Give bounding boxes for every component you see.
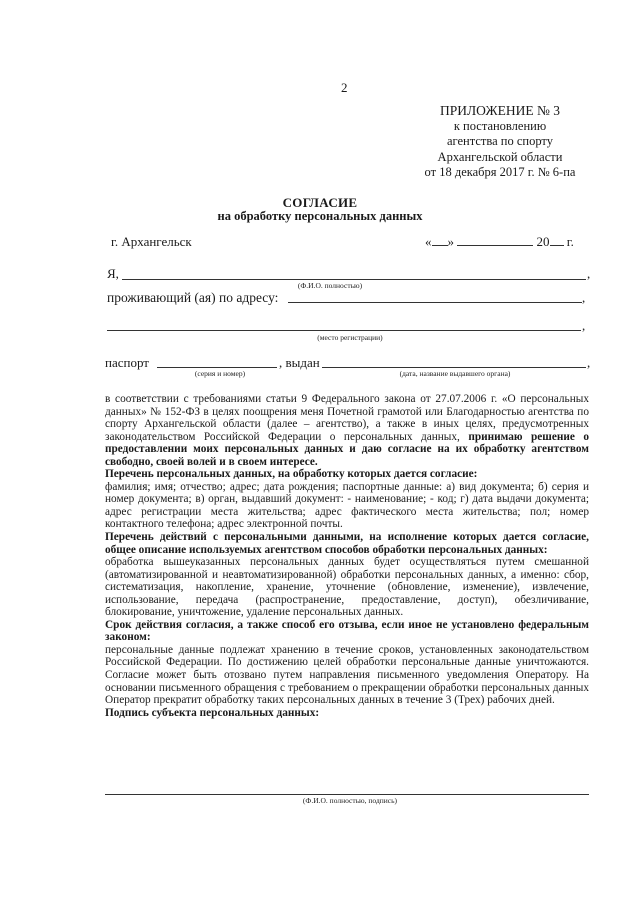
year-suffix: г. [566, 234, 574, 249]
document-subtitle: на обработку персональных данных [217, 209, 423, 223]
issued-label: , выдан [279, 355, 320, 370]
year-prefix: 20 [536, 234, 550, 249]
heading-validity: Срок действия согласия, а также способ его отзыва, если иное не установлено федеральным законом: [105, 618, 589, 644]
passport-caption: (серия и номер) [194, 369, 246, 378]
address-comma-2: , [582, 318, 586, 333]
i-label: Я, [107, 266, 119, 281]
heading-signature: Подпись субъекта персональных данных: [105, 706, 320, 719]
address-field[interactable] [288, 302, 582, 303]
quote-close: » [447, 234, 454, 249]
document-title: СОГЛАСИЕ [282, 195, 358, 210]
month-blank[interactable] [457, 234, 533, 246]
issued-comma: , [587, 355, 591, 370]
address-comma: , [582, 290, 586, 305]
heading-actions: Перечень действий с персональными данными, на исполнение которых дается согласие, общее описание используемых агентством способов обработки персональных данных: [105, 531, 589, 556]
heading-data-list: Перечень персональных данных, на обработку которых дается согласие: [105, 468, 478, 481]
appendix-line: к постановлению [453, 118, 547, 133]
day-blank[interactable] [432, 234, 448, 246]
issued-caption: (дата, название выдавшего органа) [399, 369, 511, 378]
purpose-text: в соответствии с требованиями статьи 9 Федерального закона от 27.07.2006 г. «О персональных данных» № 152-ФЗ в целях поощрения меня Почетной грамотой или Благодарностью агентства по спорту Архангельской области (далее – агентство), а также в иных целях, предусмотренных законодательством Российской Федерации о персональных данных, [105, 393, 589, 443]
fio-caption: (Ф.И.О. полностью) [297, 281, 363, 290]
appendix-header [380, 103, 620, 181]
address-field-2[interactable] [107, 330, 581, 331]
paragraph-actions: обработка вышеуказанных персональных данных будет осуществляться путем смешанной (автоматизированной и неавтоматизированной) обработки персональных данных, а именно: сбор, систематизация, накопление, хранение, уточнение (обновление, изменение), извлечение, использование, передача (распространение, предоставление, доступ), обезличивание, блокирование, уничтожение, удаление персональных данных. [105, 556, 589, 619]
appendix-title: ПРИЛОЖЕНИЕ № 3 [439, 103, 561, 118]
paragraph-purpose [105, 393, 589, 468]
page-number: 2 [341, 80, 348, 95]
appendix-line: от 18 декабря 2017 г. № 6-па [424, 165, 576, 179]
paragraph-validity: персональные данные подлежат хранению в течение сроков, установленных законодательством Российской Федерации. По достижению целей обработки персональные данные уничтожаются. Согласие может быть отозвано путем направления письменного уведомления Оператору. На основании письменного обращения с требованием о прекращении обработки персональных данных Оператор прекратит обработку таких персональных данных в течение 3 (Трех) рабочих дней. [105, 643, 589, 707]
fio-field[interactable] [122, 279, 586, 280]
city: г. Архангельск [111, 234, 192, 249]
fio-comma: , [587, 266, 591, 281]
issued-by-field[interactable] [322, 367, 586, 368]
paragraph-data-list: фамилия; имя; отчество; адрес; дата рождения; паспортные данные: а) вид документа; б) серия и номер документа; в) орган, выдавший документ: - наименование; - код; г) дата выдачи документа; адрес регистрации места жительства; адрес фактического места жительства; пол; номер контактного телефона; адрес электронной почты. [105, 480, 589, 531]
registration-caption: (место регистрации) [317, 333, 383, 342]
quote-open: « [425, 234, 432, 249]
passport-number-field[interactable] [157, 367, 277, 368]
signature-field[interactable] [105, 794, 589, 795]
appendix-line: Архангельской области [437, 149, 563, 164]
appendix-line: агентства по спорту [447, 134, 553, 148]
consent-body [105, 393, 589, 719]
passport-label: паспорт [105, 355, 149, 370]
purpose-decision: принимаю решение о предоставлении моих персональных данных и даю согласие на их обработку агентством свободно, своей волей и в своем интересе. [105, 430, 589, 468]
date-field[interactable] [425, 234, 574, 250]
address-label: проживающий (ая) по адресу: [107, 290, 279, 305]
year-blank[interactable] [550, 234, 564, 246]
signature-caption: (Ф.И.О. полностью, подпись) [302, 796, 398, 805]
